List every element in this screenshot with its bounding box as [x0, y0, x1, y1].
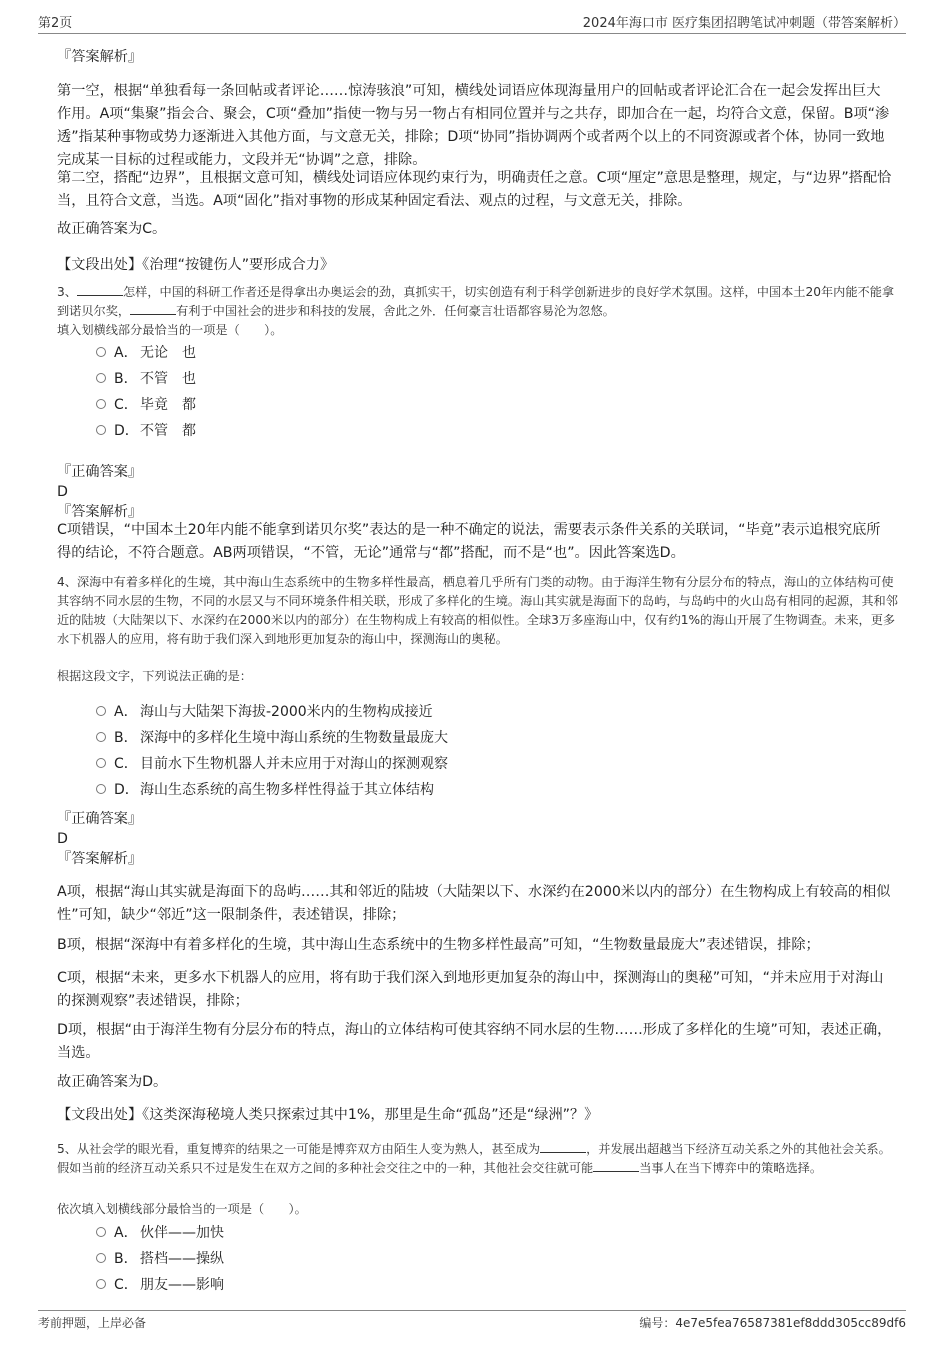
radio-icon[interactable] — [96, 1227, 106, 1237]
footer-divider — [38, 1310, 906, 1311]
q3-option-d[interactable]: D．不管 都 — [96, 421, 196, 441]
q4-stem: 4、深海中有着多样化的生境，其中海山生态系统中的生物多样性最高，栖息着几乎所有门类的动物。由于海洋生物有分层分布的特点，海山的立体结构可使其容纳不同水层的生物，不同的水层又与不同环境条件相关联，形成了多样化的生境。海山其实就是海面下的岛屿，与岛屿中的火山岛有相同的起源，其和邻近的陆坡（大陆架以下、水深约在2000米以内的部分）在生物构成上有较高的相似性。全球3万多座海山中，仅有约1%的海山开展了生物调查。未来，更多水下机器人的应用，将有助于我们深入到地形更加复杂的海山中，探测海山的奥秘。 — [57, 575, 898, 646]
q3-answer-label: 『正确答案』 — [57, 464, 143, 480]
q4-answer: D — [57, 831, 68, 847]
q4-analysis-a: A项，根据“海山其实就是海面下的岛屿……其和邻近的陆坡（大陆架以下、水深约在2000米以内的部分）在生物构成上有较高的相似性”可知，缺少“邻近”这一限制条件，表述错误，排除； — [57, 884, 891, 923]
q4-option-b[interactable]: B． 深海中的多样化生境中海山系统的生物数量最庞大 — [96, 728, 448, 748]
q2-analysis-label: 『答案解析』 — [57, 49, 143, 65]
document-id: 编号：4e7e5fea76587381ef8ddd305cc89df6 — [639, 1316, 906, 1330]
radio-icon[interactable] — [96, 1253, 106, 1263]
q3-analysis-label: 『答案解析』 — [57, 504, 143, 520]
footer-slogan: 考前押题，上岸必备 — [38, 1316, 147, 1330]
document-title: 2024年海口市 医疗集团招聘笔试冲刺题（带答案解析） — [582, 16, 906, 31]
q5-option-c[interactable]: C． 朋友——影响 — [96, 1275, 224, 1295]
blank-2 — [130, 302, 176, 315]
q4-option-d[interactable]: D．海山生态系统的高生物多样性得益于其立体结构 — [96, 780, 434, 800]
q4-analysis-c: C项，根据“未来，更多水下机器人的应用，将有助于我们深入到地形更加复杂的海山中，探测海山的奥秘”可知，“并未应用于对海山的探测观察”表述错误，排除； — [57, 970, 884, 1009]
page-number: 第2页 — [38, 16, 73, 31]
q4-option-c[interactable]: C． 目前水下生物机器人并未应用于对海山的探测观察 — [96, 754, 448, 774]
q4-prompt: 根据这段文字，下列说法正确的是： — [57, 669, 252, 683]
q2-analysis-p1: 第一空，根据“单独看每一条回帖或者评论……惊涛骇浪”可知，横线处词语应体现海量用户的回帖或者评论汇合在一起会发挥出巨大作用。A项“集聚”指会合、聚会，C项“叠加”指使一物与另一物占有相同位置并与之共存，即加合在一起，均符合文意，保留。B项“渗透”指某种事物或势力逐渐进入其他方面，与文意无关，排除；D项“协同”指协调两个或者两个以上的不同资源或者个体，协同一致地完成某一目标的过程或能力，文段并无“协调”之意，排除。 — [57, 83, 890, 168]
q4-option-a[interactable]: A． 海山与大陆架下海拔-2000米内的生物构成接近 — [96, 702, 433, 722]
q3-option-a[interactable]: A． 无论 也 — [96, 343, 196, 363]
q5-stem: 5、从社会学的眼光看，重复博弈的结果之一可能是博弈双方由陌生人变为熟人，甚至成为 ，并发展出超越当下经济互动关系之外的其他社会关系。假如当前的经济互动关系只不过是发生在双方之间的多种社会交往之中的一种，其他社会交往就可能 当事人在当下博弈中的策略选择。 — [57, 1142, 891, 1175]
q4-source: 【文段出处】《这类深海秘境人类只探索过其中1%，那里是生命“孤岛”还是“绿洲”？》 — [57, 1107, 599, 1123]
radio-icon[interactable] — [96, 425, 106, 435]
radio-icon[interactable] — [96, 1279, 106, 1289]
q3-stem: 3、 怎样，中国的科研工作者还是得拿出办奥运会的劲，真抓实干，切实创造有利于科学创新进步的良好学术氛围。这样，中国本土20年内能不能拿到诺贝尔奖， 有利于中国社会的进步和科技的发展，舍此之外．任何豪言壮语都容易沦为忽悠。 — [57, 285, 895, 318]
q4-analysis-b: B项，根据“深海中有着多样化的生境，其中海山生态系统中的生物多样性最高”可知，“生物数量最庞大”表述错误，排除； — [57, 937, 820, 953]
q3-option-c[interactable]: C． 毕竟 都 — [96, 395, 196, 415]
radio-icon[interactable] — [96, 347, 106, 357]
q3-analysis: C项错误，“中国本土20年内能不能拿到诺贝尔奖”表达的是一种不确定的说法，需要表示条件关系的关联词，“毕竟”表示追根究底所得的结论，不符合题意。AB两项错误，“不管，无论”通常与“都”搭配，而不是“也”。因此答案选D。 — [57, 522, 881, 561]
radio-icon[interactable] — [96, 758, 106, 768]
q5-option-a[interactable]: A． 伙伴——加快 — [96, 1223, 224, 1243]
header-divider — [38, 33, 906, 34]
q4-answer-label: 『正确答案』 — [57, 811, 143, 827]
q4-conclusion: 故正确答案为D。 — [57, 1074, 168, 1090]
q3-option-b[interactable]: B． 不管 也 — [96, 369, 196, 389]
q5-prompt: 依次填入划横线部分最恰当的一项是（ ）。 — [57, 1202, 307, 1216]
q4-analysis-d: D项，根据“由于海洋生物有分层分布的特点，海山的立体结构可使其容纳不同水层的生物……形成了多样化的生境”可知，表述正确，当选。 — [57, 1022, 892, 1061]
radio-icon[interactable] — [96, 732, 106, 742]
radio-icon[interactable] — [96, 706, 106, 716]
q3-answer: D — [57, 484, 68, 500]
blank-2 — [593, 1159, 639, 1172]
q4-analysis-label: 『答案解析』 — [57, 851, 143, 867]
q2-conclusion: 故正确答案为C。 — [57, 221, 167, 237]
q2-source: 【文段出处】《治理“按键伤人”要形成合力》 — [57, 257, 335, 273]
blank-1 — [540, 1140, 586, 1153]
q2-analysis-p2: 第二空，搭配“边界”，且根据文意可知，横线处词语应体现约束行为，明确责任之意。C项“厘定”意思是整理，规定，与“边界”搭配恰当，且符合文意，当选。A项“固化”指对事物的形成某种固定看法、观点的过程，与文意无关，排除。 — [57, 170, 892, 209]
radio-icon[interactable] — [96, 399, 106, 409]
radio-icon[interactable] — [96, 784, 106, 794]
blank-1 — [77, 283, 123, 296]
radio-icon[interactable] — [96, 373, 106, 383]
q5-option-b[interactable]: B． 搭档——操纵 — [96, 1249, 224, 1269]
q3-prompt: 填入划横线部分最恰当的一项是（ ）。 — [57, 323, 283, 337]
